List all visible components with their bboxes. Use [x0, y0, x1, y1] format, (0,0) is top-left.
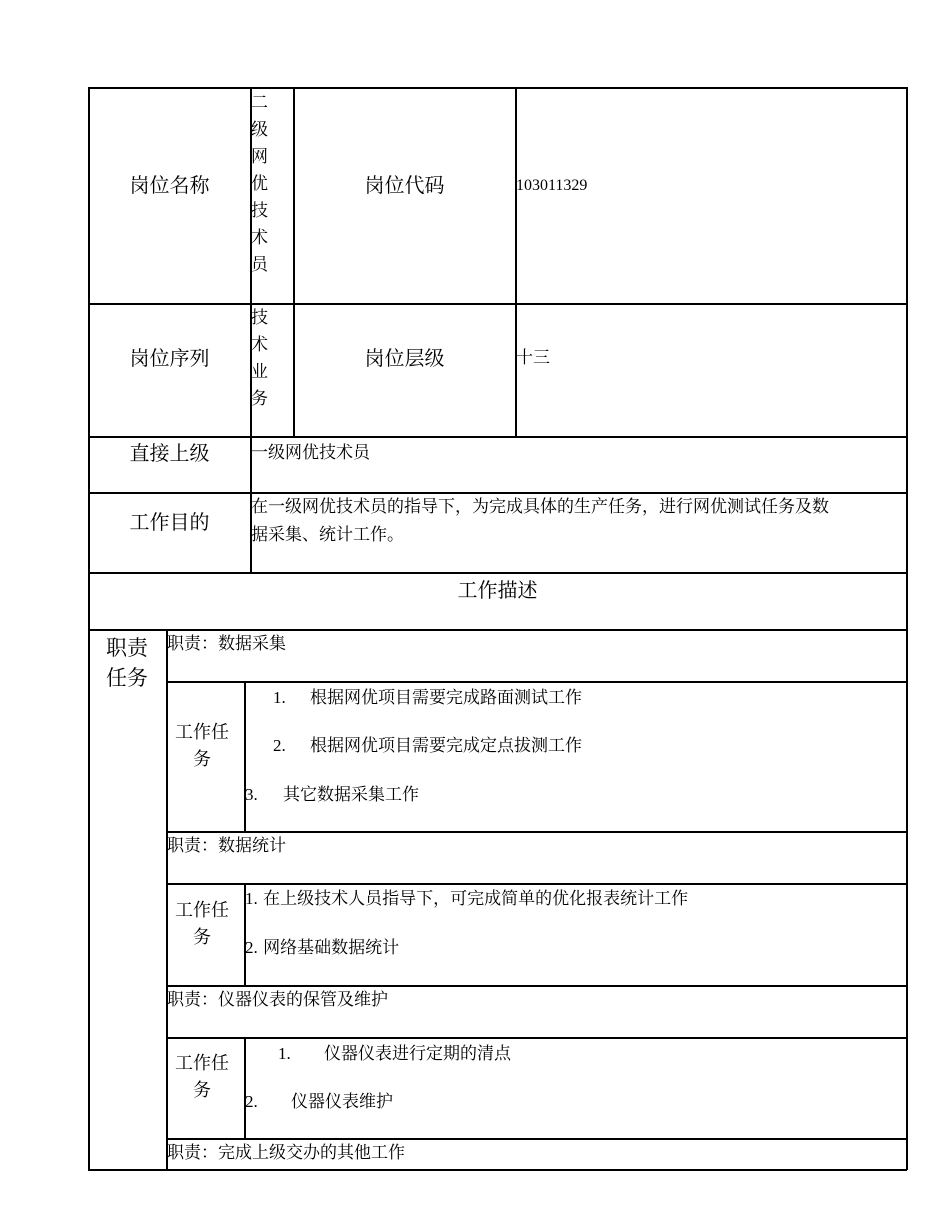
- task-item: [278, 1040, 511, 1068]
- task-number: 2.: [273, 736, 286, 755]
- task-number: 3.: [245, 785, 258, 804]
- task-text: 根据网优项目需要完成路面测试工作: [310, 688, 582, 708]
- job-purpose-line-1: 在一级网优技术员的指导下，为完成具体的生产任务，进行网优测试任务及数: [251, 497, 829, 517]
- column-divider: [166, 629, 168, 1170]
- job-purpose-line-2: 据采集、统计工作。: [251, 525, 404, 545]
- table-border-top: [88, 87, 907, 89]
- task-label: 工作任务: [175, 722, 229, 770]
- task-text: 仪器仪表维护: [291, 1092, 393, 1112]
- task-number: 1.: [273, 688, 286, 707]
- task-text: 其它数据采集工作: [283, 785, 419, 805]
- row-divider: [166, 681, 907, 683]
- task-item: [245, 885, 688, 913]
- task-item: [245, 1088, 393, 1116]
- position-name-value: 二级网优技术员: [251, 93, 268, 275]
- table-border-bottom: [88, 1169, 907, 1171]
- task-item: [245, 934, 399, 962]
- row-divider: [166, 1037, 907, 1039]
- task-text: 仪器仪表进行定期的清点: [324, 1044, 511, 1064]
- task-item: [273, 732, 582, 760]
- position-series-value: 技术业务: [251, 308, 268, 409]
- column-divider: [244, 681, 246, 832]
- column-divider: [293, 87, 295, 437]
- task-text: 在上级技术人员指导下，可完成简单的优化报表统计工作: [263, 889, 689, 909]
- table-border-right: [906, 87, 908, 1170]
- task-text: 根据网优项目需要完成定点拔测工作: [310, 736, 582, 756]
- direct-superior-value: 一级网优技术员: [251, 443, 370, 463]
- task-item: [273, 684, 582, 712]
- position-series-label: 岗位序列: [129, 346, 210, 370]
- work-description-header: 工作描述: [457, 578, 538, 602]
- direct-superior-label: 直接上级: [129, 441, 210, 465]
- task-label: 工作任务: [175, 900, 229, 948]
- job-purpose-label: 工作目的: [129, 510, 210, 534]
- row-divider: [88, 572, 907, 574]
- task-text: 网络基础数据统计: [263, 938, 400, 958]
- duty-title: 职责：完成上级交办的其他工作: [167, 1143, 405, 1163]
- task-number: 2.: [245, 1092, 258, 1111]
- position-code-label: 岗位代码: [364, 173, 445, 197]
- duty-title: 职责：仪器仪表的保管及维护: [167, 990, 388, 1010]
- row-divider: [88, 303, 907, 305]
- position-name-label: 岗位名称: [129, 173, 210, 197]
- column-divider: [515, 87, 517, 437]
- position-level-label: 岗位层级: [364, 346, 445, 370]
- duty-title: 职责：数据统计: [167, 836, 286, 856]
- duties-label: 职责任务: [106, 636, 148, 690]
- duty-title: 职责：数据采集: [167, 634, 286, 654]
- position-level-value: 十三: [516, 348, 550, 368]
- task-number: 1.: [278, 1044, 291, 1063]
- row-divider: [88, 436, 907, 438]
- position-code-value: 103011329: [516, 177, 588, 194]
- table-border-left: [88, 87, 90, 1170]
- task-item: [245, 781, 419, 809]
- task-number: 2.: [245, 938, 258, 957]
- task-number: 1.: [245, 889, 258, 908]
- task-label: 工作任务: [175, 1053, 229, 1101]
